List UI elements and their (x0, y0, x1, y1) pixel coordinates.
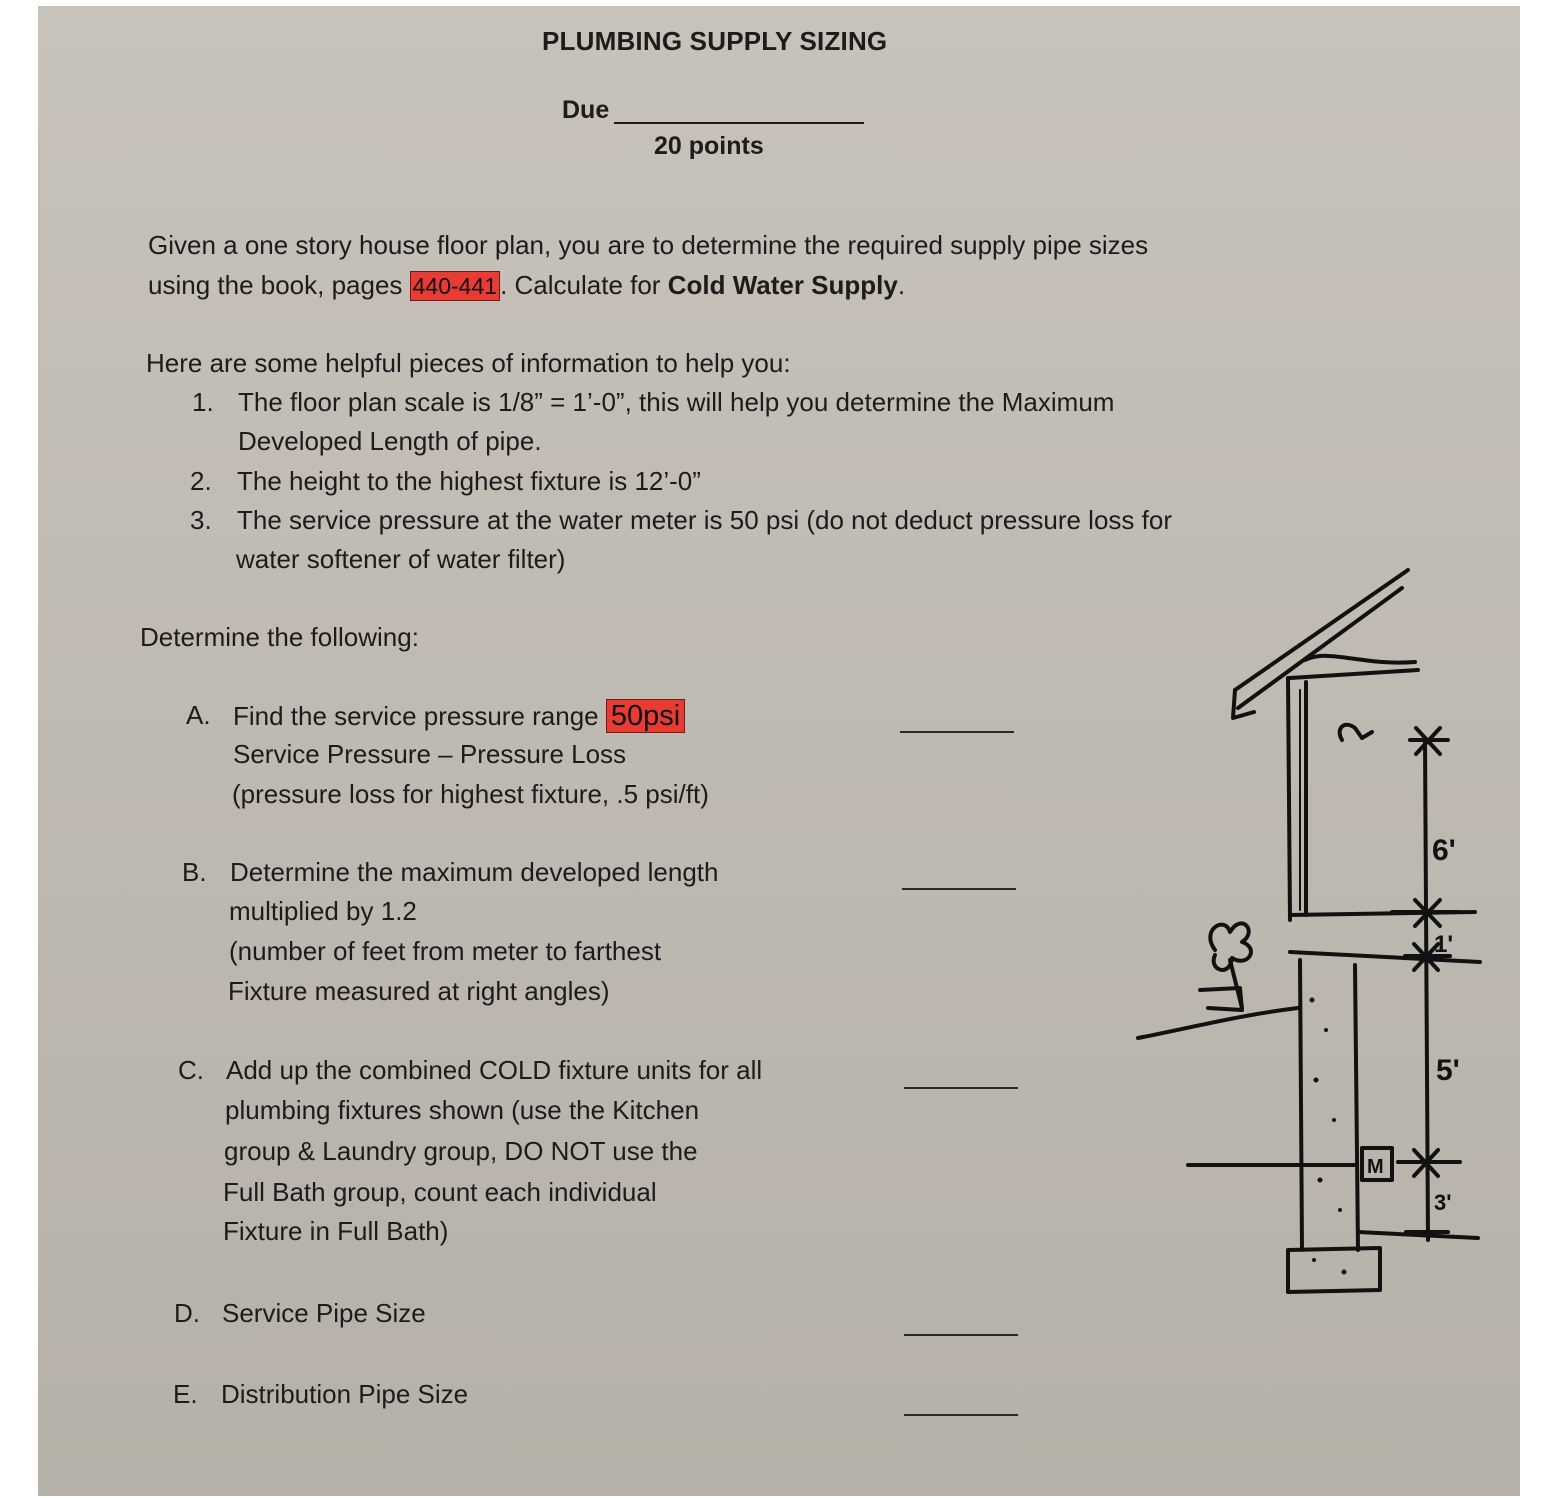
info-item-3-line-2: water softener of water filter) (236, 544, 566, 574)
question-b-line-3: (number of feet from meter to farthest (229, 936, 662, 966)
info-item-1-line-1: The floor plan scale is 1/8” = 1’-0”, this will help you determine the Maximum (238, 387, 1115, 417)
info-item-2-number: 2. (190, 466, 212, 496)
question-c-letter: C. (178, 1055, 204, 1085)
due-date-blank (614, 122, 864, 124)
info-heading: Here are some helpful pieces of information to help you: (146, 348, 791, 378)
question-b-letter: B. (182, 857, 207, 887)
footing (1288, 1248, 1380, 1292)
house-section-sketch (1130, 560, 1490, 1300)
question-c-line-5: Fixture in Full Bath) (223, 1216, 449, 1246)
question-a-line-3: (pressure loss for highest fixture, .5 psi/ft) (232, 779, 709, 809)
intro-end: . (897, 270, 906, 300)
question-a-text: Find the service pressure range (233, 701, 599, 731)
question-b-line-2: multiplied by 1.2 (229, 896, 417, 926)
meter-label: M (1367, 1156, 1384, 1178)
question-a-letter: A. (186, 700, 211, 730)
fixture-symbol (1340, 725, 1372, 740)
concrete-speckle (1310, 998, 1347, 1275)
answer-d-blank[interactable] (904, 1334, 1018, 1336)
question-c-line-3: group & Laundry group, DO NOT use the (224, 1136, 698, 1166)
roof-line-lower (1238, 588, 1402, 708)
info-item-2-line-1: The height to the highest fixture is 12’-0” (237, 466, 701, 496)
question-e-letter: E. (173, 1379, 198, 1409)
intro-line-1: Given a one story house floor plan, you are to determine the required supply pipe sizes (148, 230, 1149, 260)
intro-line-2 (148, 270, 905, 301)
foundation-outer (1300, 960, 1302, 1250)
pages-highlight: 440-441 (410, 271, 500, 301)
intro-pages-prefix: using the book, pages (148, 270, 410, 300)
foundation-inner (1355, 965, 1358, 1250)
shrub-base (1200, 988, 1242, 1010)
question-b-line-1: Determine the maximum developed length (230, 857, 719, 887)
question-b-line-4: Fixture measured at right angles) (228, 976, 610, 1006)
info-item-3-number: 3. (190, 505, 212, 535)
due-label: Due (562, 96, 610, 124)
question-e-line-1: Distribution Pipe Size (221, 1379, 469, 1409)
dimension-5ft: 5' (1436, 1054, 1460, 1087)
ceiling-line (1305, 656, 1415, 663)
info-item-1-line-2: Developed Length of pipe. (238, 426, 542, 456)
answer-e-blank[interactable] (904, 1414, 1018, 1416)
question-a-line-1 (233, 700, 685, 733)
info-item-3-line-1: The service pressure at the water meter is 50 psi (do not deduct pressure loss for (237, 505, 1172, 535)
cold-water-supply-text: Cold Water Supply (667, 270, 898, 300)
dimension-1ft: 1' (1434, 931, 1454, 958)
question-c-line-2: plumbing fixtures shown (use the Kitchen (225, 1095, 700, 1125)
question-d-line-1: Service Pipe Size (222, 1298, 426, 1328)
dimension-3ft: 3' (1434, 1190, 1452, 1215)
info-item-1-number: 1. (192, 387, 214, 417)
points-label: 20 points (654, 132, 764, 160)
answer-a-blank[interactable] (900, 731, 1014, 733)
dimension-6ft: 6' (1432, 834, 1456, 867)
determine-heading: Determine the following: (140, 622, 419, 652)
answer-b-blank[interactable] (902, 888, 1016, 890)
question-c-line-4: Full Bath group, count each individual (223, 1177, 657, 1207)
question-c-line-1: Add up the combined COLD fixture units for all (226, 1055, 763, 1085)
page-title: PLUMBING SUPPLY SIZING (542, 26, 888, 56)
answer-c-blank[interactable] (904, 1087, 1018, 1089)
pressure-highlight: 50psi (606, 699, 685, 733)
dim-tick-1 (1410, 728, 1448, 754)
wall-outer (1288, 678, 1290, 920)
ceiling-line-2 (1290, 670, 1418, 678)
intro-mid: . Calculate for (500, 270, 668, 300)
question-d-letter: D. (174, 1298, 200, 1328)
grade-line (1138, 1008, 1298, 1038)
question-a-line-2: Service Pressure – Pressure Loss (233, 739, 627, 769)
